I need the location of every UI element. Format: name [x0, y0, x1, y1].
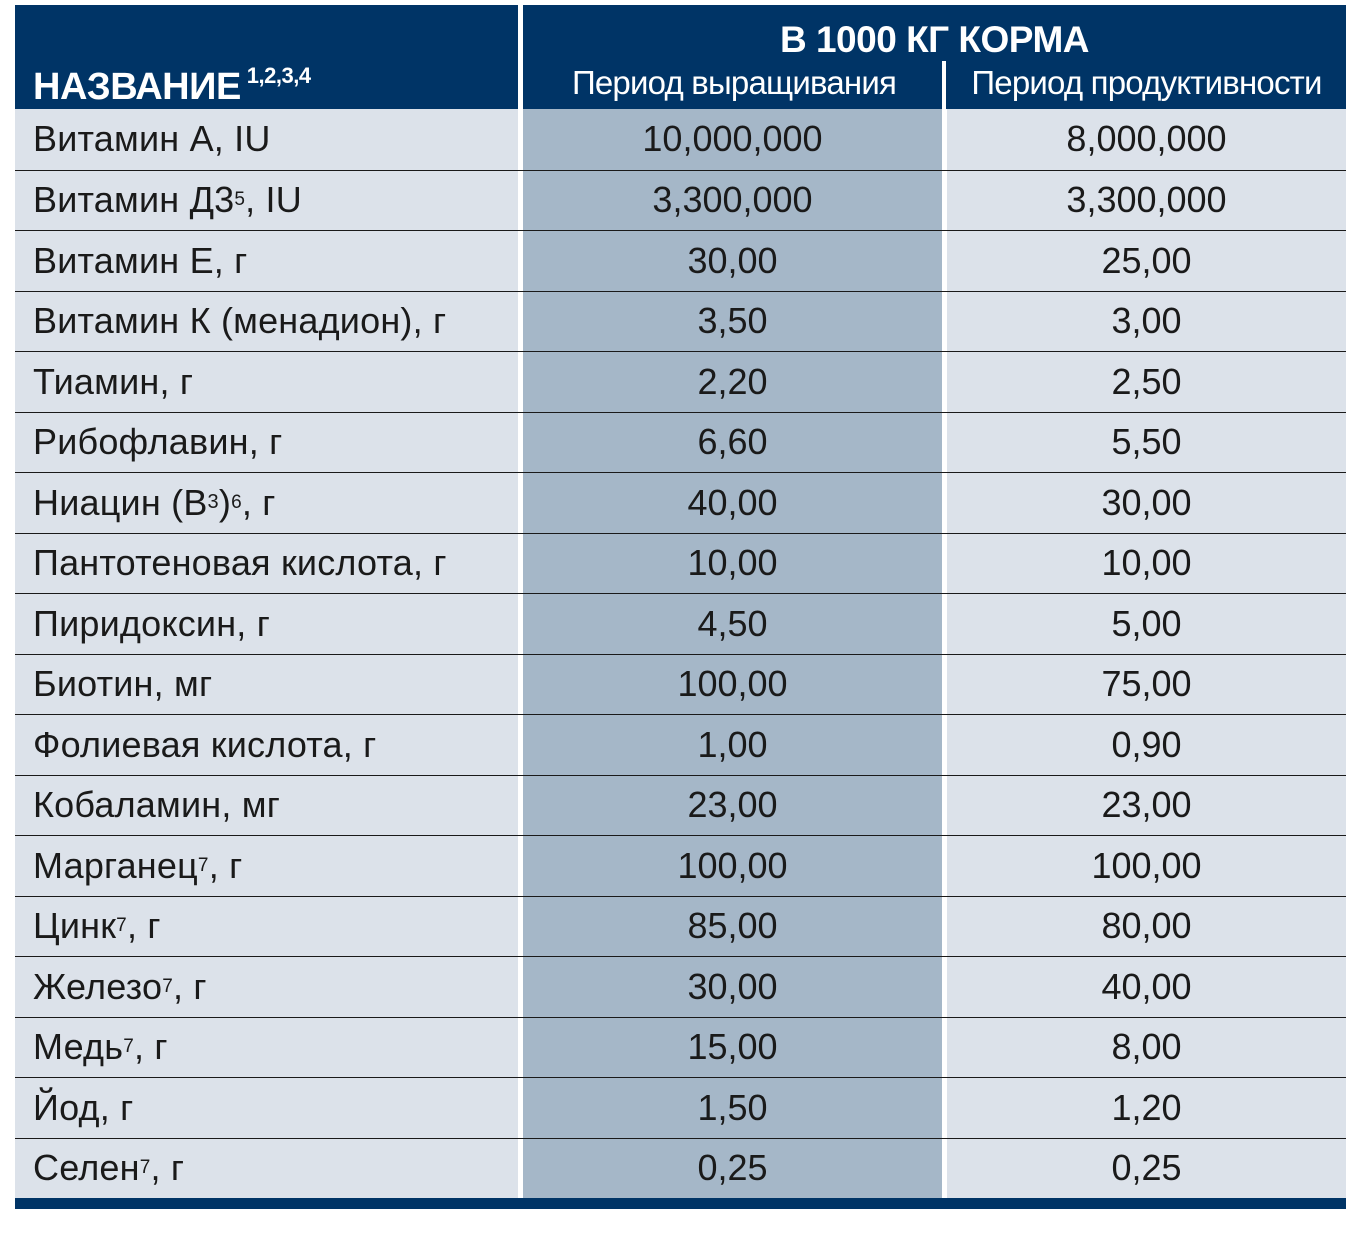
nutrient-name: Пиридоксин, г [33, 602, 271, 644]
nutrient-name: Тиамин, г [33, 360, 194, 402]
nutrient-name: Медь 7 , г [33, 1026, 168, 1068]
growing-value: 85,00 [523, 897, 942, 957]
production-value: 23,00 [1101, 784, 1192, 826]
production-value: 75,00 [1101, 663, 1192, 705]
growing-value: 23,00 [523, 776, 942, 836]
growing-value: 1,00 [523, 715, 942, 775]
nutrient-name: Фолиевая кислота, г [33, 723, 377, 765]
production-value: 2,50 [1111, 360, 1182, 402]
group-header: В 1000 КГ КОРМА [779, 19, 1090, 60]
name-header-label: НАЗВАНИЕ [33, 66, 241, 108]
table-row [15, 835, 1346, 896]
table-row [15, 714, 1346, 775]
growing-value: 30,00 [523, 231, 942, 291]
growing-value: 15,00 [523, 1018, 942, 1078]
table-row [15, 1138, 1346, 1199]
table-row [15, 956, 1346, 1017]
production-value: 5,00 [1111, 602, 1182, 644]
growing-value: 1,50 [523, 1078, 942, 1138]
table-row [15, 230, 1346, 291]
production-value: 25,00 [1101, 239, 1192, 281]
table-row [15, 170, 1346, 231]
production-value: 100,00 [1091, 844, 1202, 886]
nutrient-name: Цинк 7 , г [33, 905, 161, 947]
growing-value: 10,00 [523, 534, 942, 594]
growing-value: 100,00 [523, 655, 942, 715]
production-value: 3,300,000 [1066, 179, 1227, 221]
table-row [15, 291, 1346, 352]
production-value: 8,000,000 [1066, 118, 1227, 160]
table-row [15, 775, 1346, 836]
nutrient-name: Пантотеновая кислота, г [33, 542, 447, 584]
production-value: 0,25 [1111, 1147, 1182, 1189]
growing-value: 2,20 [523, 352, 942, 412]
growing-value: 6,60 [523, 413, 942, 473]
production-value: 1,20 [1111, 1086, 1182, 1128]
growing-value: 3,50 [523, 292, 942, 352]
production-value: 80,00 [1101, 905, 1192, 947]
growing-period-header: Период выращивания [571, 64, 897, 101]
nutrient-name: Ниацин (В 3 ) 6 , г [33, 481, 276, 523]
nutrient-name: Селен 7 , г [33, 1147, 185, 1189]
production-period-header: Период продуктивности [971, 64, 1322, 101]
production-value: 0,90 [1111, 723, 1182, 765]
nutrient-name: Биотин, мг [33, 663, 213, 705]
growing-value: 3,300,000 [523, 171, 942, 231]
production-value: 40,00 [1101, 965, 1192, 1007]
growing-value: 30,00 [523, 957, 942, 1017]
table-row [15, 1017, 1346, 1078]
table-row [15, 654, 1346, 715]
table-row [15, 896, 1346, 957]
table-header [15, 5, 1346, 109]
growing-value: 4,50 [523, 594, 942, 654]
table-row [15, 1077, 1346, 1138]
production-value: 3,00 [1111, 300, 1182, 342]
table-row [15, 593, 1346, 654]
table-row [15, 109, 1346, 170]
nutrient-name: Марганец 7 , г [33, 844, 243, 886]
table-body [15, 109, 1346, 1198]
nutrient-table [15, 5, 1346, 1209]
nutrient-name: Кобаламин, мг [33, 784, 281, 826]
nutrient-name: Витамин А, IU [33, 118, 271, 160]
production-value: 8,00 [1111, 1026, 1182, 1068]
nutrient-name: Железо 7 , г [33, 965, 207, 1007]
table-row [15, 472, 1346, 533]
table-row [15, 412, 1346, 473]
nutrient-name: Рибофлавин, г [33, 421, 283, 463]
nutrient-name: Йод, г [33, 1086, 134, 1128]
nutrient-name: Витамин Е, г [33, 239, 248, 281]
growing-value: 10,000,000 [523, 109, 942, 170]
name-header-footnotes: 1,2,3,4 [246, 63, 311, 88]
table-footer-bar [15, 1198, 1346, 1209]
table-row [15, 533, 1346, 594]
growing-value: 100,00 [523, 836, 942, 896]
production-value: 30,00 [1101, 481, 1192, 523]
production-value: 5,50 [1111, 421, 1182, 463]
production-value: 10,00 [1101, 542, 1192, 584]
name-column-header [33, 63, 311, 109]
growing-value: 40,00 [523, 473, 942, 533]
table-row [15, 351, 1346, 412]
nutrient-name: Витамин К (менадион), г [33, 300, 447, 342]
nutrient-name: Витамин Д3 5 , IU [33, 179, 302, 221]
growing-value: 0,25 [523, 1139, 942, 1199]
subheader-divider [942, 61, 946, 109]
